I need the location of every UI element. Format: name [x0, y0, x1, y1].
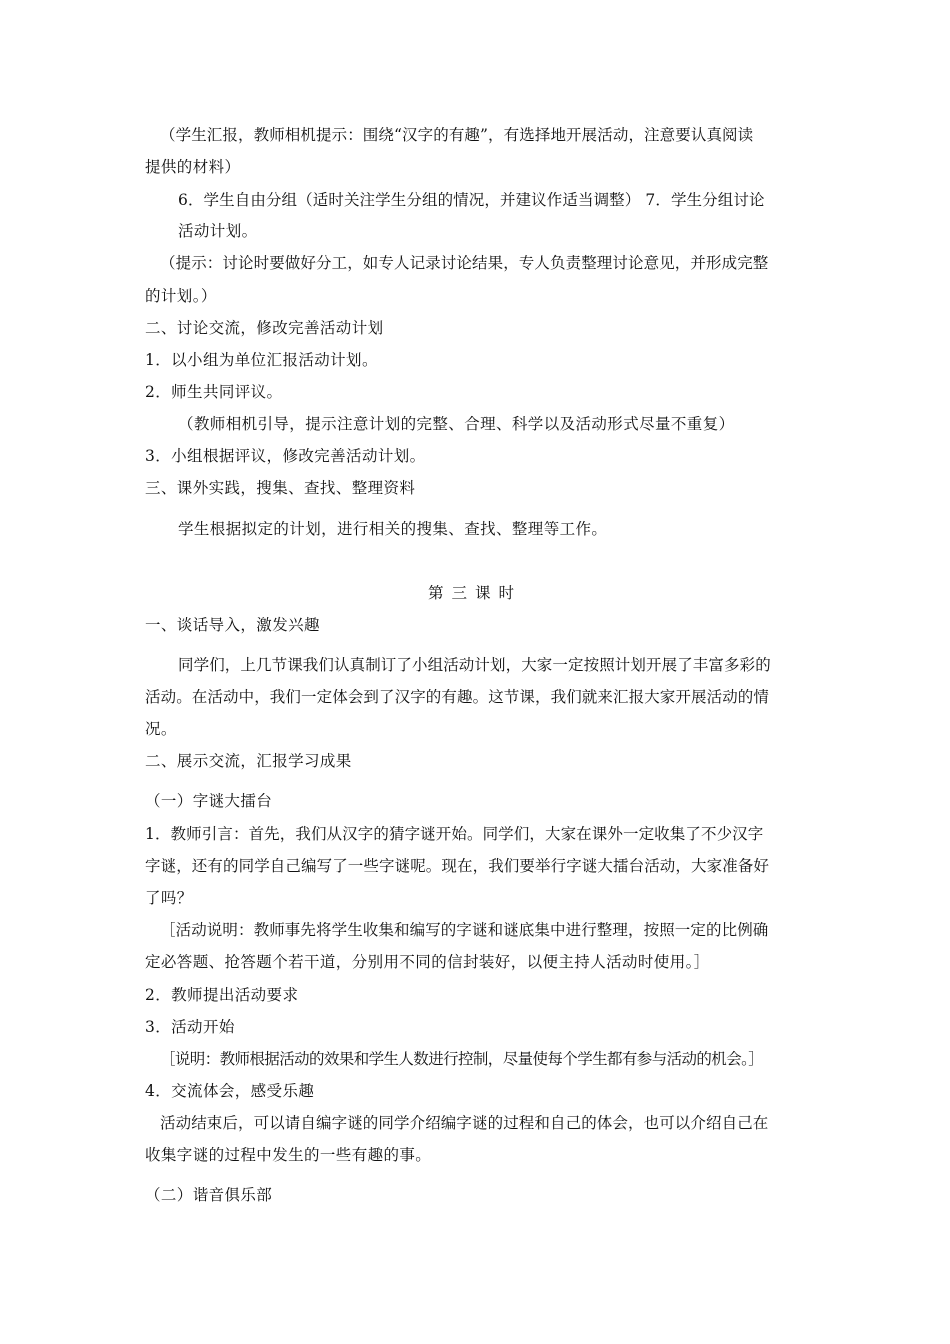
paragraph-line: 了吗？: [145, 889, 193, 907]
lesson-title: 第三课时: [427, 584, 522, 602]
paragraph-line: 收集字谜的过程中发生的一些有趣的事。: [145, 1146, 432, 1164]
section-heading: 三、课外实践，搜集、查找、整理资料: [145, 479, 416, 497]
list-item: 4．交流体会，感受乐趣: [145, 1082, 315, 1100]
paragraph-line: 活动。在活动中，我们一定体会到了汉字的有趣。这节课，我们就来汇报大家开展活动的情: [145, 688, 770, 706]
paragraph-line: 6．学生自由分组（适时关注学生分组的情况，并建议作适当调整） 7．学生分组讨论: [178, 191, 765, 209]
paragraph-line: 的计划。）: [145, 287, 217, 305]
note-line: ［活动说明：教师事先将学生收集和编写的字谜和谜底集中进行整理，按照一定的比例确: [160, 921, 769, 939]
paragraph-line: （教师相机引导，提示注意计划的完整、合理、科学以及活动形式尽量不重复）: [178, 415, 735, 433]
note-line: ［说明：教师根据活动的效果和学生人数进行控制，尽量使每个学生都有参与活动的机会。］: [160, 1050, 764, 1068]
list-item: 1．以小组为单位汇报活动计划。: [145, 351, 378, 369]
paragraph-line: 同学们，上几节课我们认真制订了小组活动计划，大家一定按照计划开展了丰富多彩的: [178, 656, 771, 674]
section-heading: 二、讨论交流，修改完善活动计划: [145, 319, 384, 337]
paragraph-line: 活动结束后，可以请自编字谜的同学介绍编字谜的过程和自己的体会，也可以介绍自己在: [160, 1114, 769, 1132]
paragraph-line: 提供的材料）: [145, 158, 241, 176]
paragraph-line: 学生根据拟定的计划，进行相关的搜集、查找、整理等工作。: [178, 520, 608, 538]
paragraph-line: 况。: [145, 720, 177, 738]
list-item: 2．教师提出活动要求: [145, 986, 299, 1004]
paragraph-line: 字谜，还有的同学自己编写了一些字谜呢。现在，我们要举行字谜大擂台活动，大家准备好: [145, 857, 770, 875]
paragraph-line: 活动计划。: [178, 222, 258, 240]
list-item: 1．教师引言：首先，我们从汉字的猜字谜开始。同学们，大家在课外一定收集了不少汉字: [145, 825, 764, 843]
list-item: 3．小组根据评议，修改完善活动计划。: [145, 447, 426, 465]
sub-heading: （一）字谜大擂台: [145, 792, 273, 810]
paragraph-line: （学生汇报，教师相机提示：围绕“汉字的有趣”，有选择地开展活动，注意要认真阅读: [160, 126, 754, 144]
sub-heading: （二）谐音俱乐部: [145, 1186, 273, 1204]
list-item: 2．师生共同评议。: [145, 383, 283, 401]
paragraph-line: （提示：讨论时要做好分工，如专人记录讨论结果，专人负责整理讨论意见，并形成完整: [160, 254, 769, 272]
list-item: 3．活动开始: [145, 1018, 235, 1036]
section-heading: 一、谈话导入，激发兴趣: [145, 616, 320, 634]
section-heading: 二、展示交流，汇报学习成果: [145, 752, 352, 770]
note-line: 定必答题、抢答题个若干道，分别用不同的信封装好，以便主持人活动时使用。］: [145, 953, 710, 971]
